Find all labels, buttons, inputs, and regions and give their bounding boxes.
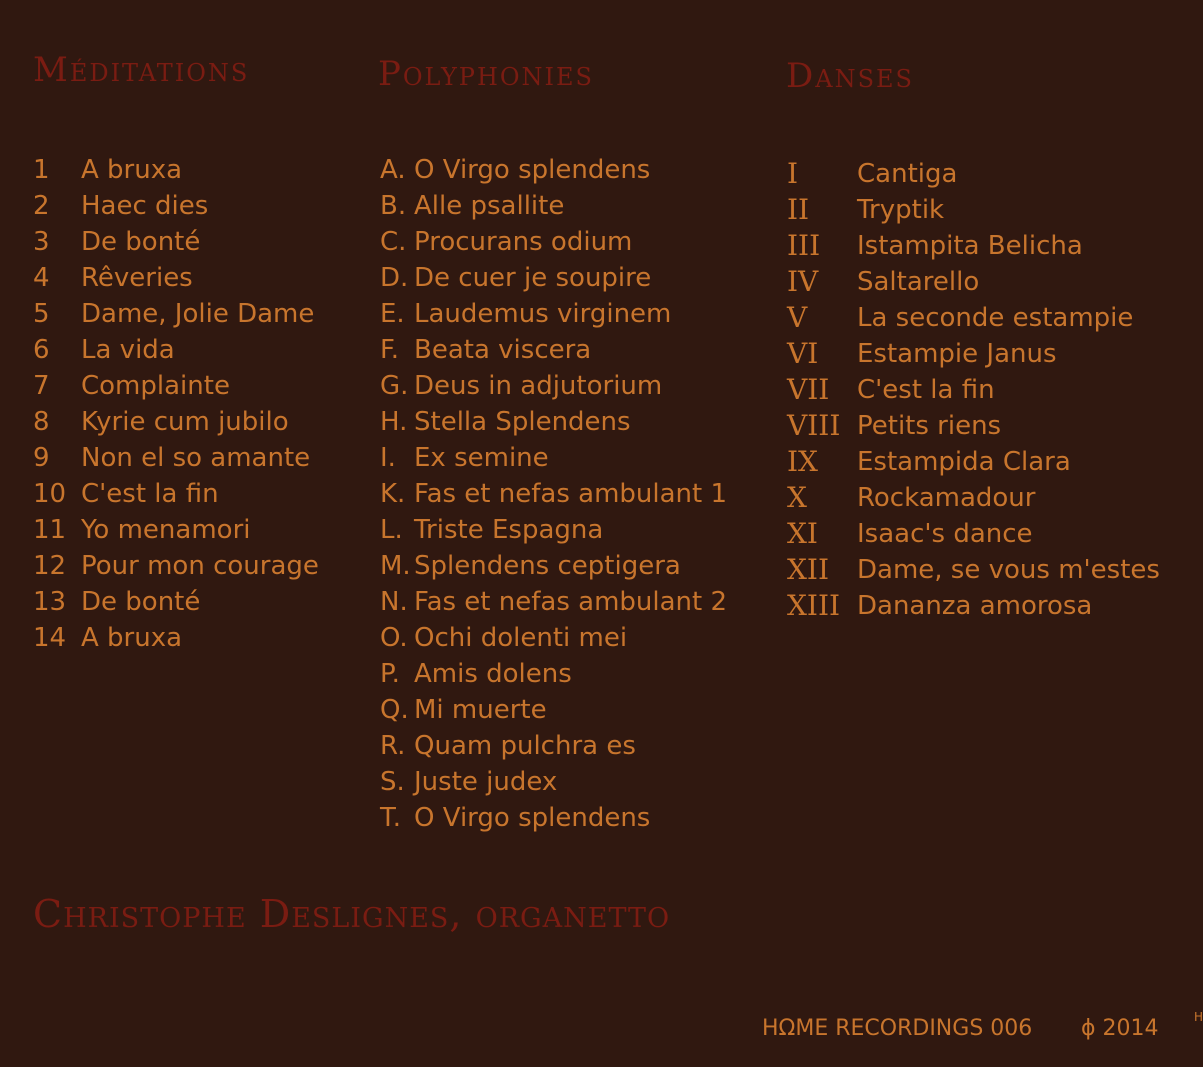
track-item xyxy=(380,728,727,764)
track-title: Complainte xyxy=(81,371,230,401)
track-title: Triste Espagna xyxy=(414,515,604,545)
track-number: 9 xyxy=(33,443,50,473)
track-title: Beata viscera xyxy=(414,335,592,365)
track-number: F. xyxy=(380,335,400,365)
track-number: VI xyxy=(787,337,819,370)
track-number: H. xyxy=(380,407,408,437)
track-item xyxy=(380,188,727,224)
track-item xyxy=(33,152,319,188)
track-number: VII xyxy=(787,373,830,406)
track-title: La seconde estampie xyxy=(857,303,1134,333)
track-item xyxy=(33,404,319,440)
track-title: Istampita Belicha xyxy=(857,231,1083,261)
track-number: II xyxy=(787,193,810,226)
track-item xyxy=(33,512,319,548)
track-number: IV xyxy=(787,265,819,298)
track-number: 8 xyxy=(33,407,50,437)
track-number: Q. xyxy=(380,695,409,725)
track-item xyxy=(380,656,727,692)
track-item xyxy=(380,548,727,584)
track-item xyxy=(33,188,319,224)
track-title: Haec dies xyxy=(81,191,209,221)
track-item xyxy=(787,156,1160,192)
track-item xyxy=(787,480,1160,516)
track-item xyxy=(787,516,1160,552)
track-number: D. xyxy=(380,263,409,293)
danses-track-list xyxy=(787,156,1160,624)
track-title: Non el so amante xyxy=(81,443,311,473)
track-title: Fas et nefas ambulant 2 xyxy=(414,587,728,617)
track-title: C'est la fin xyxy=(81,479,219,509)
track-title: De cuer je soupire xyxy=(414,263,652,293)
track-title: A bruxa xyxy=(81,155,183,185)
track-item xyxy=(380,224,727,260)
track-number: I xyxy=(787,157,799,190)
track-title: Dame, Jolie Dame xyxy=(81,299,315,329)
track-item xyxy=(787,372,1160,408)
track-item xyxy=(787,228,1160,264)
track-title: Alle psallite xyxy=(414,191,565,221)
track-item xyxy=(380,764,727,800)
track-number: 13 xyxy=(33,587,67,617)
track-number: L. xyxy=(380,515,403,545)
track-item xyxy=(33,332,319,368)
track-item xyxy=(33,296,319,332)
track-title: Fas et nefas ambulant 1 xyxy=(414,479,728,509)
track-number: 6 xyxy=(33,335,50,365)
track-number: XII xyxy=(787,553,830,586)
track-title: Amis dolens xyxy=(414,659,572,689)
track-number: M. xyxy=(380,551,411,581)
track-title: Tryptik xyxy=(857,195,945,225)
track-number: B. xyxy=(380,191,407,221)
track-item xyxy=(380,620,727,656)
track-number: 10 xyxy=(33,479,67,509)
track-number: XIII xyxy=(787,589,841,622)
track-number: 7 xyxy=(33,371,50,401)
track-title: Ochi dolenti mei xyxy=(414,623,628,653)
track-item xyxy=(787,336,1160,372)
meditations-track-list xyxy=(33,152,319,656)
track-title: La vida xyxy=(81,335,175,365)
track-title: Pour mon courage xyxy=(81,551,319,581)
track-item xyxy=(787,444,1160,480)
track-title: Cantiga xyxy=(857,159,958,189)
track-item xyxy=(380,584,727,620)
track-title: Procurans odium xyxy=(414,227,633,257)
track-number: IX xyxy=(787,445,818,478)
track-title: A bruxa xyxy=(81,623,183,653)
track-number: 3 xyxy=(33,227,50,257)
track-title: De bonté xyxy=(81,227,201,257)
track-item xyxy=(380,332,727,368)
track-item xyxy=(33,584,319,620)
artist-credit: Christophe Deslignes, organetto xyxy=(33,892,671,936)
track-title: Rêveries xyxy=(81,263,193,293)
track-title: Rockamadour xyxy=(857,483,1036,513)
track-item xyxy=(380,260,727,296)
track-title: Dame, se vous m'estes xyxy=(857,555,1160,585)
track-title: C'est la fin xyxy=(857,375,995,405)
track-title: Mi muerte xyxy=(414,695,547,725)
track-number: 14 xyxy=(33,623,67,653)
track-title: Estampie Janus xyxy=(857,339,1057,369)
track-title: Yo menamori xyxy=(81,515,251,545)
track-title: O Virgo splendens xyxy=(414,155,651,185)
track-item xyxy=(33,620,319,656)
track-number: N. xyxy=(380,587,408,617)
track-number: A. xyxy=(380,155,406,185)
track-number: 2 xyxy=(33,191,50,221)
meditations-heading: Méditations xyxy=(33,50,250,90)
track-item xyxy=(787,552,1160,588)
track-title: Estampida Clara xyxy=(857,447,1071,477)
track-number: X xyxy=(787,481,807,514)
track-number: III xyxy=(787,229,821,262)
track-item xyxy=(33,368,319,404)
track-number: T. xyxy=(380,803,402,833)
track-item xyxy=(787,588,1160,624)
track-number: E. xyxy=(380,299,405,329)
track-title: O Virgo splendens xyxy=(414,803,651,833)
track-number: R. xyxy=(380,731,406,761)
track-number: 4 xyxy=(33,263,50,293)
track-title: Deus in adjutorium xyxy=(414,371,663,401)
track-number: K. xyxy=(380,479,406,509)
phonogram-year: ɸ 2014 xyxy=(1081,1016,1159,1041)
track-item xyxy=(380,800,727,836)
track-item xyxy=(787,408,1160,444)
track-title: Kyrie cum jubilo xyxy=(81,407,289,437)
track-title: Petits riens xyxy=(857,411,1002,441)
track-item xyxy=(787,300,1160,336)
track-number: 1 xyxy=(33,155,50,185)
track-item xyxy=(380,152,727,188)
track-item xyxy=(33,548,319,584)
edge-glyph: H xyxy=(1194,1010,1203,1024)
track-number: 11 xyxy=(33,515,67,545)
track-item xyxy=(33,224,319,260)
track-number: 5 xyxy=(33,299,50,329)
track-title: Quam pulchra es xyxy=(414,731,636,761)
track-item xyxy=(380,440,727,476)
track-title: Juste judex xyxy=(414,767,558,797)
track-number: VIII xyxy=(787,409,841,442)
label-catalog-number: HΩME RECORDINGS 006 xyxy=(762,1016,1033,1041)
track-number: P. xyxy=(380,659,400,689)
track-title: Isaac's dance xyxy=(857,519,1033,549)
track-item xyxy=(380,404,727,440)
track-title: Saltarello xyxy=(857,267,980,297)
track-item xyxy=(787,192,1160,228)
track-item xyxy=(33,476,319,512)
track-number: 12 xyxy=(33,551,67,581)
track-item xyxy=(380,512,727,548)
track-item xyxy=(380,476,727,512)
track-number: V xyxy=(787,301,808,334)
track-title: Dananza amorosa xyxy=(857,591,1093,621)
track-item xyxy=(380,296,727,332)
polyphonies-heading: Polyphonies xyxy=(378,54,594,94)
track-number: I. xyxy=(380,443,396,473)
track-item xyxy=(33,260,319,296)
track-item xyxy=(787,264,1160,300)
danses-heading: Danses xyxy=(786,56,914,96)
track-number: C. xyxy=(380,227,407,257)
track-title: Splendens ceptigera xyxy=(414,551,681,581)
track-number: O. xyxy=(380,623,408,653)
polyphonies-track-list xyxy=(380,152,727,836)
track-number: XI xyxy=(787,517,818,550)
track-title: Ex semine xyxy=(414,443,549,473)
track-title: Stella Splendens xyxy=(414,407,631,437)
track-title: Laudemus virginem xyxy=(414,299,672,329)
track-item xyxy=(380,368,727,404)
track-item xyxy=(380,692,727,728)
track-number: S. xyxy=(380,767,405,797)
track-item xyxy=(33,440,319,476)
track-title: De bonté xyxy=(81,587,201,617)
track-number: G. xyxy=(380,371,409,401)
